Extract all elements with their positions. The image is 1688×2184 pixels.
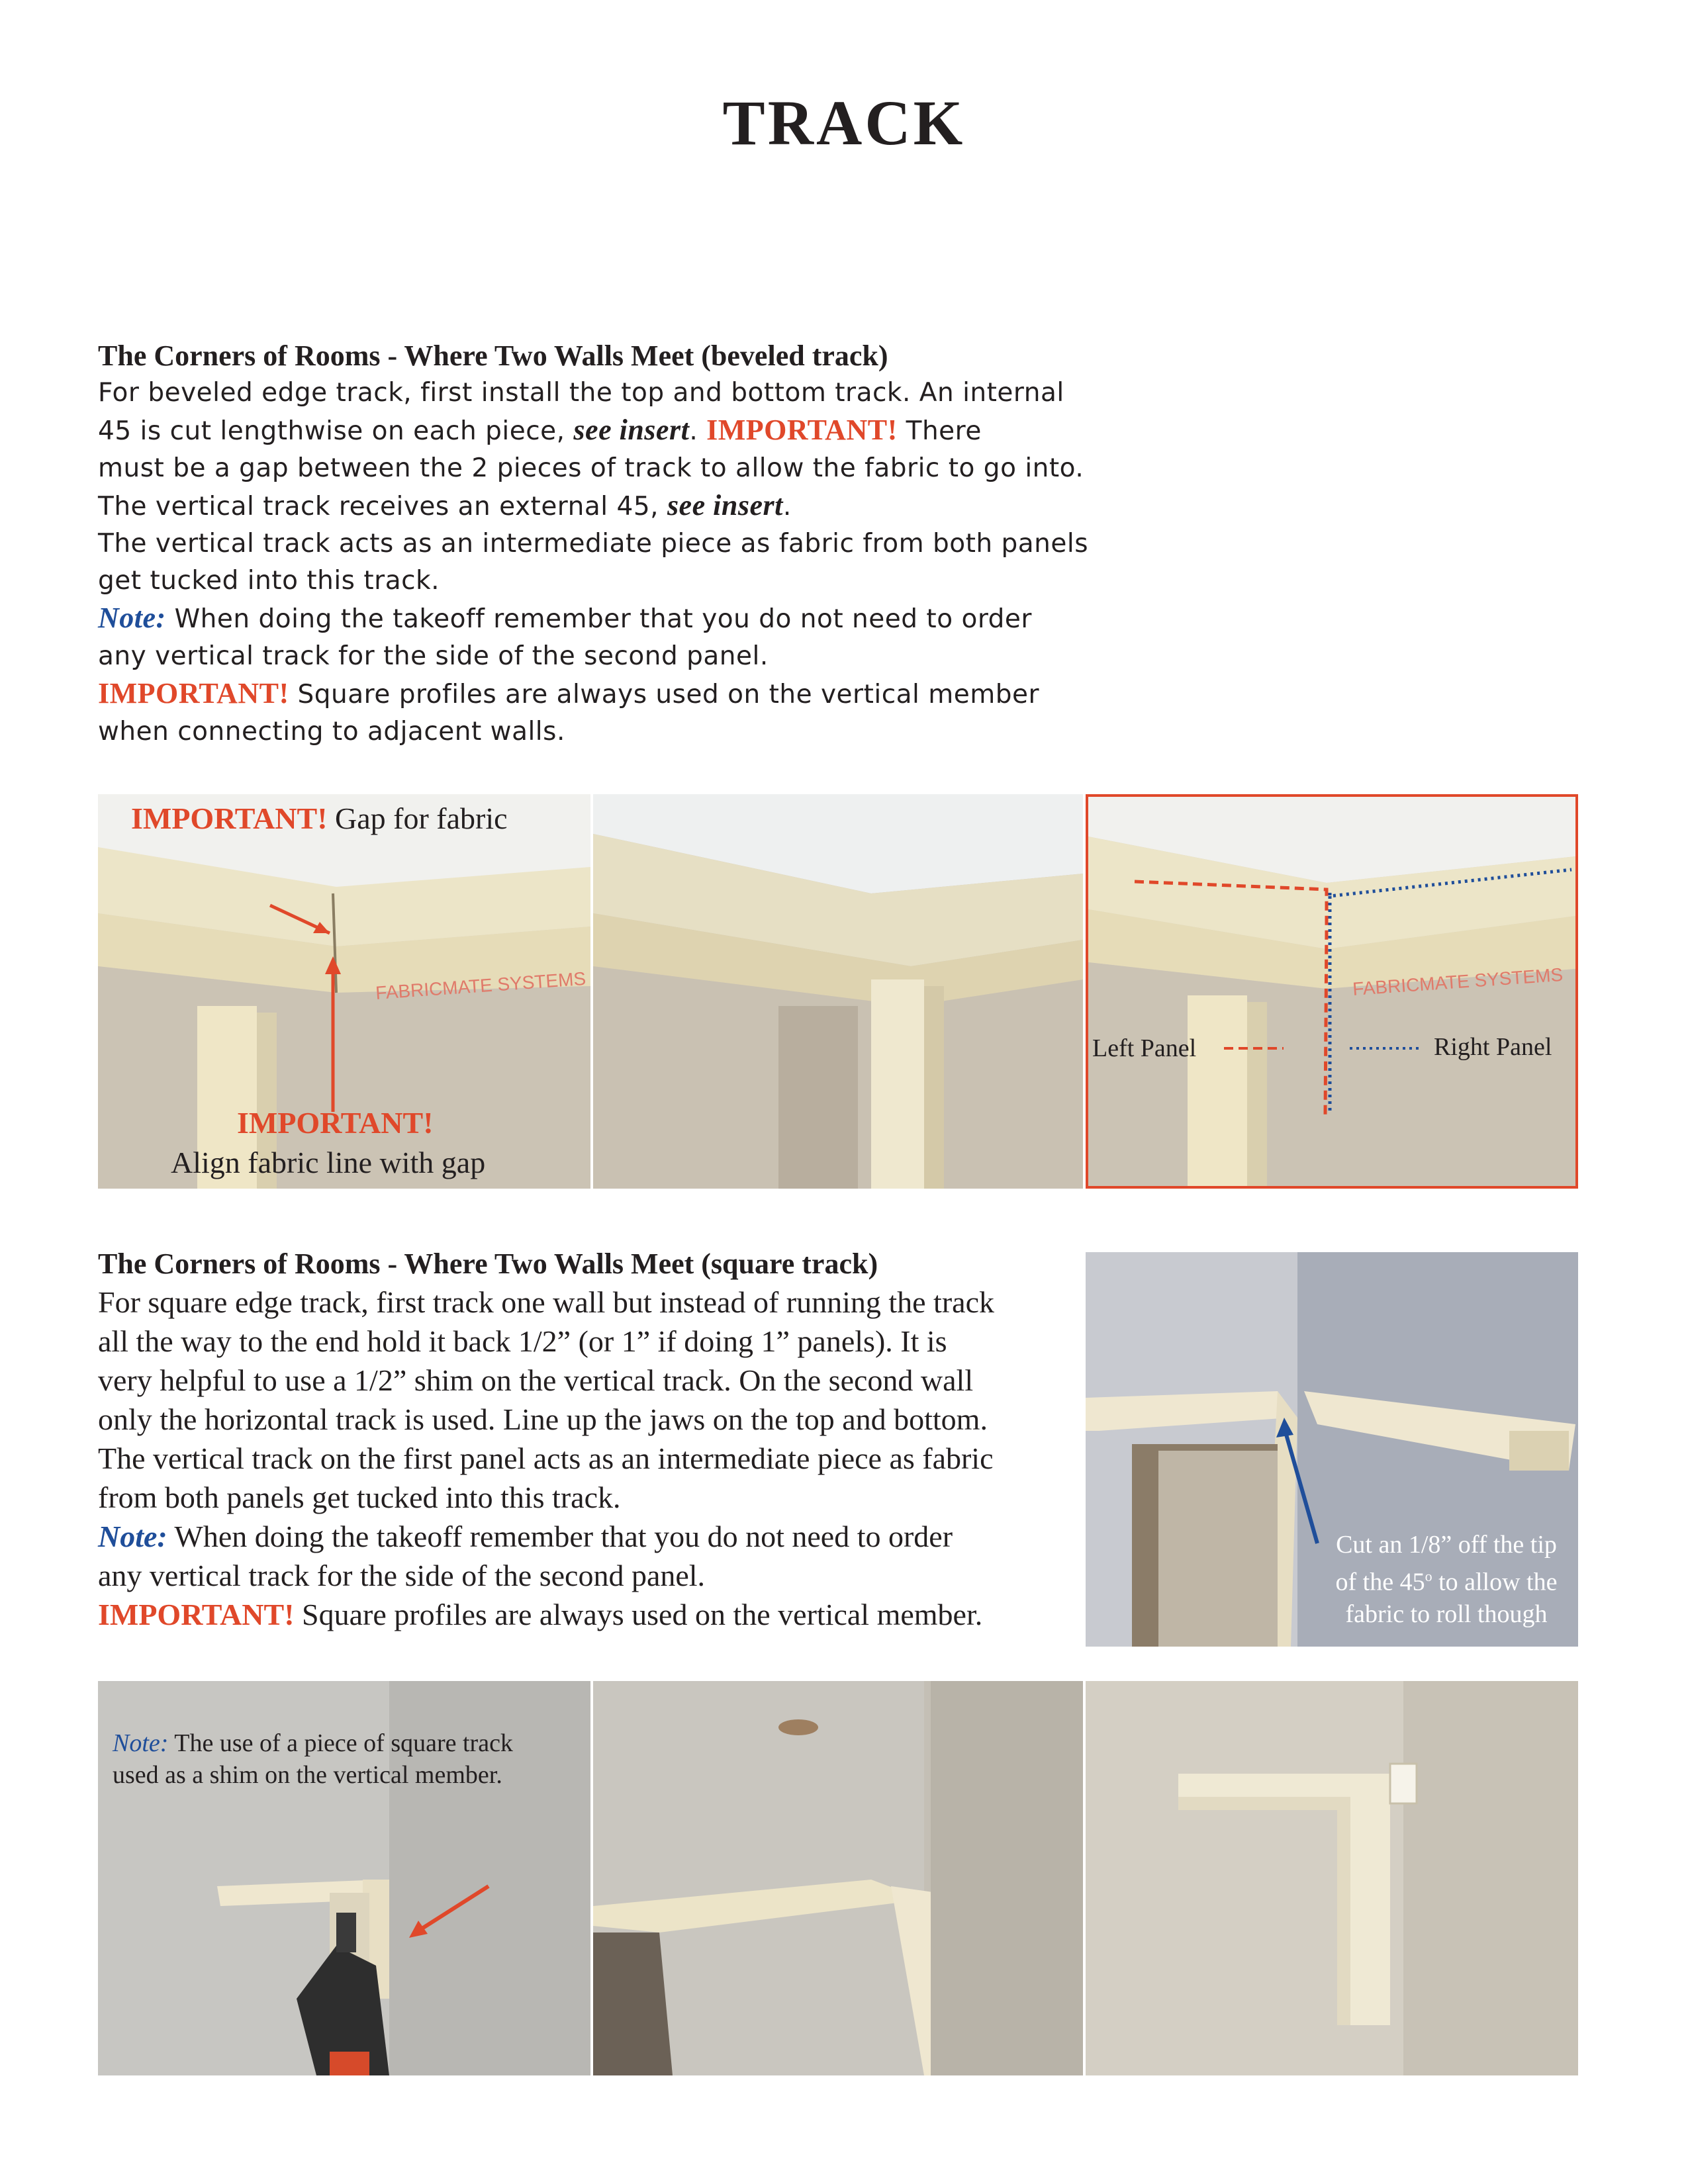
paragraph-line: from both panels get tucked into this track. — [98, 1480, 621, 1514]
section-heading: The Corners of Rooms - Where Two Walls Meet (square track) — [98, 1248, 878, 1280]
photo-square-track-frame — [1086, 1681, 1578, 2075]
paragraph-line: For beveled edge track, first install the top and bottom track. An internal — [98, 378, 1064, 408]
track-print-text: FABRICMATE SYSTEMS — [1352, 964, 1564, 999]
paragraph-line: The vertical track acts as an intermediate piece as fabric from both panels — [98, 529, 1089, 559]
paragraph-line: when connecting to adjacent walls. — [98, 717, 565, 747]
photo-shim-drill — [98, 1681, 590, 2075]
track-print-text: FABRICMATE SYSTEMS — [375, 968, 587, 1003]
paragraph-line: Note: When doing the takeoff remember that you do not need to order — [98, 1520, 953, 1553]
caption-gap: IMPORTANT! Gap for fabric — [131, 801, 508, 835]
paragraph-line: only the horizontal track is used. Line up the jaws on the top and bottom. — [98, 1402, 988, 1436]
paragraph-line: 45 is cut lengthwise on each piece, see insert. IMPORTANT! There — [98, 414, 982, 446]
paragraph-line: IMPORTANT! Square profiles are always used on the vertical member — [98, 677, 1040, 709]
paragraph-line: The vertical track receives an external 45, see insert. — [98, 489, 792, 522]
important-label: IMPORTANT! — [98, 677, 289, 709]
paragraph-line: Note: When doing the takeoff remember that you do not need to order — [98, 602, 1032, 634]
photo-square-corner — [1086, 1252, 1578, 1647]
caption-shim-note: Note: The use of a piece of square track used as a shim on the vertical member. — [113, 1729, 513, 1789]
see-insert-text: see insert — [667, 489, 783, 522]
caption-cut-tip: Cut an 1/8” off the tip of the 45$^o$ to allow the fabric to roll though — [1335, 1531, 1558, 1628]
paragraph-line: very helpful to use a 1/2” shim on the vertical track. On the second wall — [98, 1363, 974, 1397]
label-left-panel: Left Panel — [1092, 1034, 1197, 1062]
section-heading: The Corners of Rooms - Where Two Walls Meet (beveled track) — [98, 340, 888, 372]
paragraph-line: must be a gap between the 2 pieces of track to allow the fabric to go into. — [98, 453, 1084, 483]
photo-gap-for-fabric — [98, 794, 590, 1189]
paragraph-line: all the way to the end hold it back 1/2” (or 1” if doing 1” panels). It is — [98, 1324, 947, 1358]
paragraph-line: IMPORTANT! Square profiles are always used on the vertical member. — [98, 1598, 983, 1631]
paragraph-line: get tucked into this track. — [98, 566, 440, 596]
section-beveled — [98, 338, 1088, 751]
important-label: IMPORTANT! — [706, 414, 898, 446]
important-label: IMPORTANT! — [98, 1598, 295, 1631]
paragraph-line: any vertical track for the side of the second panel. — [98, 641, 769, 671]
paragraph-line: The vertical track on the first panel acts as an intermediate piece as fabric — [98, 1441, 994, 1475]
label-right-panel: Right Panel — [1434, 1033, 1552, 1061]
see-insert-text: see insert — [573, 414, 690, 446]
paragraph-line: any vertical track for the side of the second panel. — [98, 1559, 706, 1592]
note-label: Note: — [98, 1520, 167, 1553]
caption-important: IMPORTANT! — [237, 1106, 434, 1140]
note-label: Note: — [98, 602, 166, 634]
photo-square-inside-corner — [593, 1681, 1083, 2075]
photo-corner-closeup — [593, 794, 1083, 1189]
paragraph-line: For square edge track, first track one wall but instead of running the track — [98, 1285, 994, 1319]
photo-left-right-panel — [1086, 794, 1578, 1189]
section-square — [98, 1246, 994, 1634]
page-title: TRACK — [722, 87, 966, 158]
caption-align: Align fabric line with gap — [171, 1146, 486, 1179]
